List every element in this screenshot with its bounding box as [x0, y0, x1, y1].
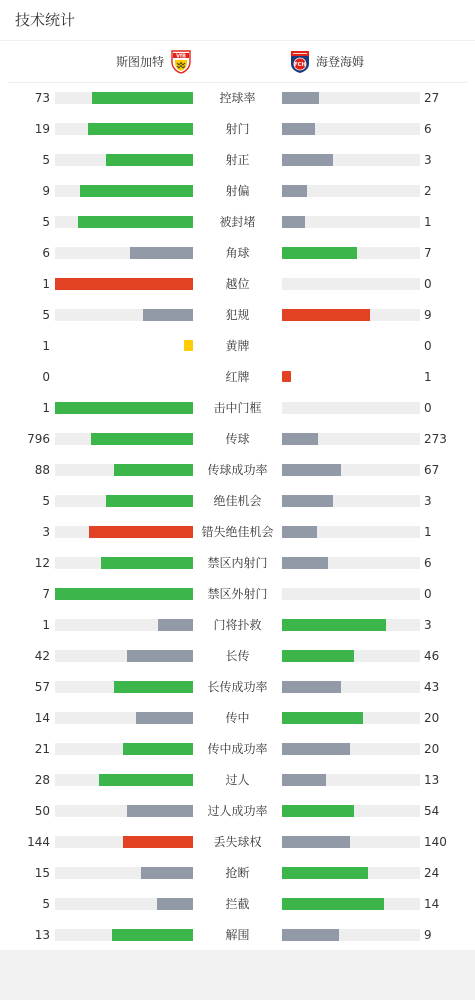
- away-team[interactable]: [289, 41, 364, 82]
- away-bar-track: [282, 464, 420, 476]
- stat-row: [0, 796, 475, 827]
- stat-label: 控球率: [219, 91, 256, 105]
- home-value: 5: [42, 153, 50, 167]
- home-value: 9: [42, 184, 50, 198]
- home-bar-fill: [106, 154, 193, 166]
- stat-label: 黄牌: [225, 339, 250, 353]
- home-value: 0: [42, 370, 50, 384]
- away-value: 14: [424, 897, 440, 911]
- home-bar-fill: [143, 309, 193, 321]
- stat-row: [0, 455, 475, 486]
- away-bar-fill: [282, 836, 350, 848]
- stat-label: 射正: [225, 153, 250, 167]
- away-value: 3: [424, 153, 432, 167]
- home-bar-track: [55, 743, 193, 755]
- away-value: 27: [424, 91, 440, 105]
- away-value: 9: [424, 308, 432, 322]
- stat-label: 传中成功率: [207, 742, 268, 756]
- stat-label: 错失绝佳机会: [201, 525, 274, 539]
- home-bar-fill: [80, 185, 193, 197]
- home-bar-fill: [158, 619, 193, 631]
- home-bar-fill: [55, 402, 193, 414]
- stat-row: [0, 114, 475, 145]
- stat-label: 传球成功率: [207, 463, 268, 477]
- home-bar-fill: [114, 464, 193, 476]
- away-bar-track: [282, 247, 420, 259]
- home-value: 57: [34, 680, 50, 694]
- away-bar-track: [282, 154, 420, 166]
- home-bar-track: [55, 929, 193, 941]
- stat-row: [0, 393, 475, 424]
- home-bar-track: [55, 774, 193, 786]
- stat-label: 绝佳机会: [213, 494, 262, 508]
- home-bar-fill: [101, 557, 193, 569]
- home-bar-fill: [114, 681, 193, 693]
- home-bar-fill: [91, 433, 193, 445]
- away-bar-track: [282, 526, 420, 538]
- stat-label: 红牌: [225, 370, 250, 384]
- home-bar-track: [55, 278, 193, 290]
- stat-row: [0, 765, 475, 796]
- stat-label: 长传成功率: [207, 680, 268, 694]
- away-bar-fill: [282, 619, 386, 631]
- home-bar-track: [55, 712, 193, 724]
- away-bar-fill: [282, 774, 326, 786]
- away-bar-track: [282, 216, 420, 228]
- away-value: 7: [424, 246, 432, 260]
- stat-label: 过人成功率: [207, 804, 268, 818]
- home-bar-track: [55, 588, 193, 600]
- away-bar-fill: [282, 712, 363, 724]
- away-value: 1: [424, 525, 432, 539]
- home-bar-fill: [123, 743, 193, 755]
- home-bar-fill: [78, 216, 193, 228]
- away-bar-track: [282, 123, 420, 135]
- home-bar-track: [55, 557, 193, 569]
- teams-header: [8, 41, 467, 83]
- home-bar-track: [55, 805, 193, 817]
- svg-text:FCH: FCH: [294, 61, 306, 68]
- home-value: 5: [42, 897, 50, 911]
- away-bar-fill: [282, 185, 307, 197]
- home-bar-track: [55, 681, 193, 693]
- home-bar-track: [55, 123, 193, 135]
- away-bar-fill: [282, 867, 368, 879]
- stat-row: [0, 827, 475, 858]
- home-value: 3: [42, 525, 50, 539]
- stat-label: 过人: [225, 773, 250, 787]
- stat-label: 射偏: [225, 184, 250, 198]
- away-bar-fill: [282, 216, 305, 228]
- stat-label: 角球: [225, 246, 250, 260]
- home-bar-track: [55, 309, 193, 321]
- home-value: 21: [34, 742, 50, 756]
- home-bar-fill: [123, 836, 193, 848]
- away-value: 67: [424, 463, 440, 477]
- away-bar-fill: [282, 495, 333, 507]
- away-bar-fill: [282, 309, 370, 321]
- stat-label: 传中: [225, 711, 250, 725]
- home-value: 144: [27, 835, 50, 849]
- stat-row: [0, 610, 475, 641]
- away-value: 0: [424, 339, 432, 353]
- home-bar-track: [55, 526, 193, 538]
- home-value: 5: [42, 215, 50, 229]
- away-bar-track: [282, 402, 420, 414]
- away-value: 54: [424, 804, 440, 818]
- away-bar-track: [282, 681, 420, 693]
- home-bar-track: [55, 619, 193, 631]
- away-value: 24: [424, 866, 440, 880]
- home-bar-fill: [141, 867, 193, 879]
- home-bar-fill: [127, 650, 193, 662]
- away-bar-fill: [282, 929, 339, 941]
- stat-label: 解围: [225, 928, 250, 942]
- away-bar-track: [282, 743, 420, 755]
- home-bar-track: [55, 185, 193, 197]
- stat-row: [0, 579, 475, 610]
- away-bar-track: [282, 836, 420, 848]
- home-value: 73: [34, 91, 50, 105]
- home-bar-fill: [157, 898, 193, 910]
- away-bar-track: [282, 650, 420, 662]
- stat-row: [0, 486, 475, 517]
- away-value: 3: [424, 618, 432, 632]
- away-value: 9: [424, 928, 432, 942]
- stat-row: [0, 920, 475, 951]
- stat-row: [0, 83, 475, 114]
- away-bar-track: [282, 867, 420, 879]
- stat-row: [0, 269, 475, 300]
- home-bar-fill: [99, 774, 193, 786]
- stat-row: [0, 703, 475, 734]
- away-bar-track: [282, 774, 420, 786]
- home-bar-fill: [136, 712, 193, 724]
- away-bar-fill: [282, 898, 384, 910]
- away-bar-fill: [282, 650, 354, 662]
- home-value: 1: [42, 401, 50, 415]
- home-bar-track: [55, 247, 193, 259]
- away-bar-track: [282, 898, 420, 910]
- away-bar-fill: [282, 247, 357, 259]
- away-bar-fill: [282, 154, 333, 166]
- away-value: 273: [424, 432, 447, 446]
- away-value: 0: [424, 587, 432, 601]
- away-value: 13: [424, 773, 440, 787]
- home-team[interactable]: [116, 41, 192, 82]
- home-bar-fill: [106, 495, 193, 507]
- stat-label: 丢失球权: [213, 835, 262, 849]
- home-value: 6: [42, 246, 50, 260]
- home-value: 14: [34, 711, 50, 725]
- away-value: 1: [424, 215, 432, 229]
- stat-row: [0, 238, 475, 269]
- stat-row: [0, 548, 475, 579]
- stat-row: [0, 858, 475, 889]
- home-value: 796: [27, 432, 50, 446]
- home-value: 50: [34, 804, 50, 818]
- home-bar-track: [55, 402, 193, 414]
- home-value: 12: [34, 556, 50, 570]
- home-bar-track: [55, 836, 193, 848]
- stat-label: 越位: [225, 277, 250, 291]
- home-value: 19: [34, 122, 50, 136]
- away-value: 20: [424, 711, 440, 725]
- home-bar-track: [55, 154, 193, 166]
- away-bar-track: [282, 805, 420, 817]
- stat-label: 禁区外射门: [207, 587, 268, 601]
- away-bar-fill: [282, 805, 354, 817]
- svg-text:VfB: VfB: [176, 52, 186, 59]
- stat-label: 抢断: [225, 866, 250, 880]
- away-bar-fill: [282, 526, 317, 538]
- away-bar-track: [282, 557, 420, 569]
- stat-row: [0, 734, 475, 765]
- home-bar-track: [55, 92, 193, 104]
- home-value: 15: [34, 866, 50, 880]
- away-bar-fill: [282, 123, 315, 135]
- home-bar-track: [55, 433, 193, 445]
- away-bar-fill: [282, 681, 341, 693]
- away-value: 6: [424, 122, 432, 136]
- home-bar-fill: [55, 588, 193, 600]
- home-bar-fill: [88, 123, 193, 135]
- away-bar-track: [282, 619, 420, 631]
- heidenheim-crest-icon: [289, 50, 311, 74]
- away-value: 140: [424, 835, 447, 849]
- away-value: 6: [424, 556, 432, 570]
- away-bar-fill: [282, 464, 341, 476]
- home-bar-track: [55, 898, 193, 910]
- stat-label: 长传: [225, 649, 250, 663]
- home-value: 1: [42, 339, 50, 353]
- away-value: 43: [424, 680, 440, 694]
- home-bar-track: [55, 650, 193, 662]
- away-bar-track: [282, 588, 420, 600]
- home-value: 42: [34, 649, 50, 663]
- away-bar-track: [282, 929, 420, 941]
- home-value: 5: [42, 308, 50, 322]
- stat-row: [0, 424, 475, 455]
- away-value: 46: [424, 649, 440, 663]
- stat-label: 门将扑救: [213, 618, 262, 632]
- home-bar-fill: [130, 247, 193, 259]
- stat-row: [0, 207, 475, 238]
- stat-label: 拦截: [225, 897, 250, 911]
- stat-label: 犯规: [225, 308, 250, 322]
- away-team-name: 海登海姆: [316, 55, 365, 69]
- stat-row: [0, 331, 475, 362]
- away-value: 3: [424, 494, 432, 508]
- home-bar-fill: [92, 92, 193, 104]
- home-value: 7: [42, 587, 50, 601]
- away-bar-track: [282, 309, 420, 321]
- red-card-icon: [282, 371, 291, 382]
- away-bar-track: [282, 495, 420, 507]
- stat-label: 传球: [225, 432, 250, 446]
- away-bar-fill: [282, 743, 350, 755]
- home-team-name: 斯图加特: [115, 55, 164, 69]
- yellow-card-icon: [184, 340, 193, 351]
- away-value: 1: [424, 370, 432, 384]
- stat-row: [0, 176, 475, 207]
- home-bar-fill: [112, 929, 193, 941]
- stat-label: 禁区内射门: [207, 556, 268, 570]
- stat-row: [0, 145, 475, 176]
- home-value: 1: [42, 277, 50, 291]
- away-value: 20: [424, 742, 440, 756]
- stat-label: 击中门框: [213, 401, 262, 415]
- stat-row: [0, 672, 475, 703]
- home-bar-track: [55, 495, 193, 507]
- home-bar-track: [55, 216, 193, 228]
- home-value: 88: [34, 463, 50, 477]
- stuttgart-crest-icon: [170, 50, 192, 74]
- away-bar-fill: [282, 557, 328, 569]
- away-bar-track: [282, 712, 420, 724]
- away-value: 0: [424, 277, 432, 291]
- away-value: 2: [424, 184, 432, 198]
- stat-row: [0, 517, 475, 548]
- away-bar-track: [282, 278, 420, 290]
- home-bar-track: [55, 867, 193, 879]
- home-bar-fill: [89, 526, 193, 538]
- away-bar-fill: [282, 92, 319, 104]
- home-value: 5: [42, 494, 50, 508]
- stat-row: [0, 889, 475, 920]
- stats-list: [0, 83, 475, 951]
- away-bar-track: [282, 92, 420, 104]
- stat-row: [0, 641, 475, 672]
- away-value: 0: [424, 401, 432, 415]
- away-bar-track: [282, 185, 420, 197]
- home-value: 1: [42, 618, 50, 632]
- home-bar-fill: [127, 805, 193, 817]
- stat-row: [0, 362, 475, 393]
- stat-label: 射门: [225, 122, 250, 136]
- away-bar-fill: [282, 433, 318, 445]
- stat-row: [0, 300, 475, 331]
- page-title: 技术统计: [0, 0, 475, 41]
- away-bar-track: [282, 433, 420, 445]
- home-value: 13: [34, 928, 50, 942]
- stat-label: 被封堵: [219, 215, 256, 229]
- home-bar-track: [55, 464, 193, 476]
- home-value: 28: [34, 773, 50, 787]
- home-bar-fill: [55, 278, 193, 290]
